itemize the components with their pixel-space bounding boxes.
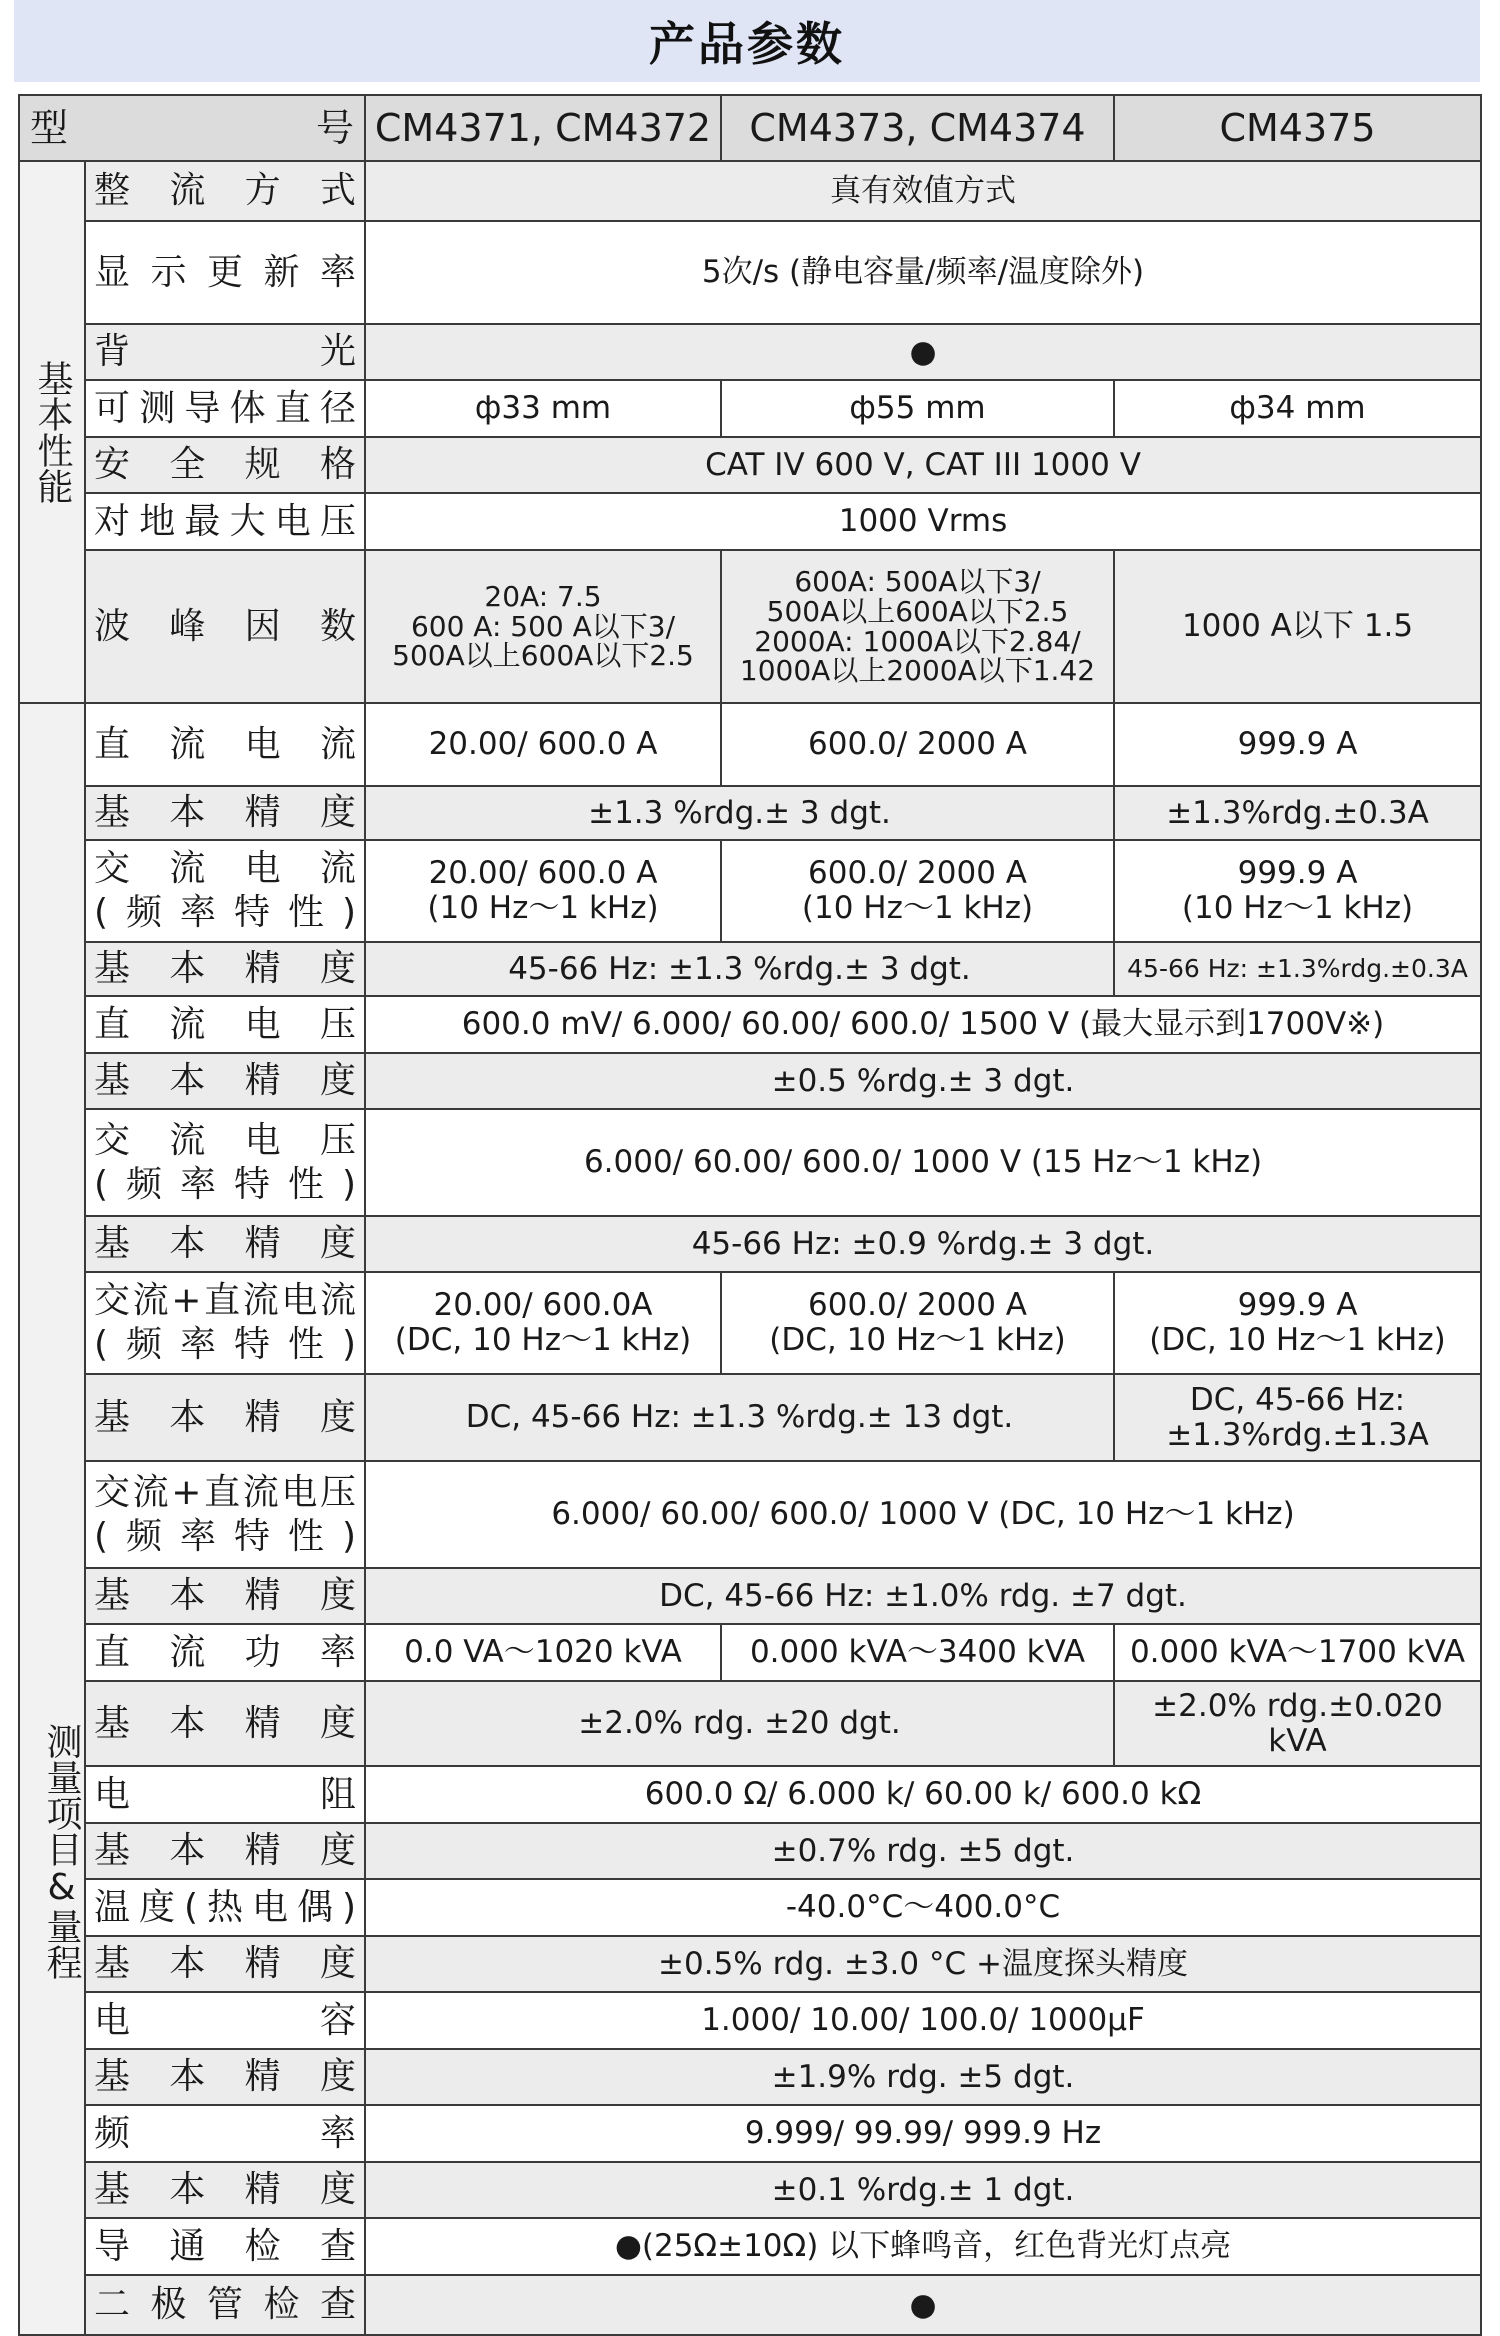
page-title: 产品参数 xyxy=(649,17,845,71)
label-dc-voltage-acc: 基本精度 xyxy=(85,1053,365,1109)
label-acdc-voltage: 交流+直流电压 (频率特性) xyxy=(85,1461,365,1568)
value-dc-voltage-acc: ±0.5 %rdg.± 3 dgt. xyxy=(365,1053,1481,1109)
value-acdc-current-3: 999.9 A (DC, 10 Hz～1 kHz) xyxy=(1114,1272,1481,1374)
value-dc-current-3: 999.9 A xyxy=(1114,703,1481,786)
row-ac-voltage-acc xyxy=(19,1216,1481,1272)
row-max-voltage xyxy=(19,493,1481,550)
row-ac-current xyxy=(19,840,1481,942)
label-crest: 波峰因数 xyxy=(85,550,365,703)
row-resistance xyxy=(19,1766,1481,1823)
row-safety xyxy=(19,437,1481,493)
value-dc-power-2: 0.000 kVA～3400 kVA xyxy=(721,1624,1114,1681)
value-ac-voltage-acc: 45-66 Hz: ±0.9 %rdg.± 3 dgt. xyxy=(365,1216,1481,1272)
label-capacitance-acc: 基本精度 xyxy=(85,2049,365,2105)
label-ac-current-acc: 基本精度 xyxy=(85,942,365,996)
value-acdc-current-acc-1: DC, 45-66 Hz: ±1.3 %rdg.± 13 dgt. xyxy=(365,1374,1114,1461)
category-basic: 基本性能 xyxy=(19,161,85,703)
value-dc-power-acc-2: ±2.0% rdg.±0.020 kVA xyxy=(1114,1681,1481,1766)
row-frequency-acc xyxy=(19,2162,1481,2218)
label-rectification: 整流方式 xyxy=(85,161,365,221)
spec-table xyxy=(18,94,1482,2336)
value-dc-current-acc-1: ±1.3 %rdg.± 3 dgt. xyxy=(365,786,1114,840)
label-continuity: 导通检查 xyxy=(85,2218,365,2275)
header-row xyxy=(19,95,1481,161)
row-acdc-voltage xyxy=(19,1461,1481,1568)
model-col-3: CM4375 xyxy=(1114,95,1481,161)
value-backlight: ● xyxy=(365,324,1481,380)
row-crest xyxy=(19,550,1481,703)
value-dc-current-acc-2: ±1.3%rdg.±0.3A xyxy=(1114,786,1481,840)
label-dc-power-acc: 基本精度 xyxy=(85,1681,365,1766)
row-dc-current-acc xyxy=(19,786,1481,840)
value-acdc-current-2: 600.0/ 2000 A (DC, 10 Hz～1 kHz) xyxy=(721,1272,1114,1374)
row-temperature-acc xyxy=(19,1936,1481,1992)
value-dc-voltage: 600.0 mV/ 6.000/ 60.00/ 600.0/ 1500 V (最大显示到1700V※) xyxy=(365,996,1481,1053)
row-rectification xyxy=(19,161,1481,221)
value-dc-power-acc-1: ±2.0% rdg. ±20 dgt. xyxy=(365,1681,1114,1766)
value-dc-current-2: 600.0/ 2000 A xyxy=(721,703,1114,786)
label-diode: 二极管检查 xyxy=(85,2275,365,2335)
value-ac-current-acc-1: 45-66 Hz: ±1.3 %rdg.± 3 dgt. xyxy=(365,942,1114,996)
label-ac-current: 交流电流 (频率特性) xyxy=(85,840,365,942)
value-ac-current-3: 999.9 A (10 Hz～1 kHz) xyxy=(1114,840,1481,942)
row-refresh xyxy=(19,221,1481,324)
value-frequency: 9.999/ 99.99/ 999.9 Hz xyxy=(365,2105,1481,2162)
label-dc-current-acc: 基本精度 xyxy=(85,786,365,840)
label-temperature: 温度(热电偶) xyxy=(85,1879,365,1936)
model-col-1: CM4371, CM4372 xyxy=(365,95,721,161)
label-ac-voltage: 交流电压 (频率特性) xyxy=(85,1109,365,1216)
value-acdc-current-acc-2: DC, 45-66 Hz: ±1.3%rdg.±1.3A xyxy=(1114,1374,1481,1461)
row-resistance-acc xyxy=(19,1823,1481,1879)
label-capacitance: 电容 xyxy=(85,1992,365,2049)
label-temperature-acc: 基本精度 xyxy=(85,1936,365,1992)
label-max-voltage: 对地最大电压 xyxy=(85,493,365,550)
value-acdc-current-1: 20.00/ 600.0A (DC, 10 Hz～1 kHz) xyxy=(365,1272,721,1374)
value-max-voltage: 1000 Vrms xyxy=(365,493,1481,550)
row-dc-voltage xyxy=(19,996,1481,1053)
row-frequency xyxy=(19,2105,1481,2162)
value-temperature: -40.0°C～400.0°C xyxy=(365,1879,1481,1936)
label-dc-power: 直流功率 xyxy=(85,1624,365,1681)
value-resistance-acc: ±0.7% rdg. ±5 dgt. xyxy=(365,1823,1481,1879)
label-dc-current: 直流电流 xyxy=(85,703,365,786)
value-temperature-acc: ±0.5% rdg. ±3.0 °C +温度探头精度 xyxy=(365,1936,1481,1992)
value-resistance: 600.0 Ω/ 6.000 k/ 60.00 k/ 600.0 kΩ xyxy=(365,1766,1481,1823)
row-acdc-current xyxy=(19,1272,1481,1374)
value-frequency-acc: ±0.1 %rdg.± 1 dgt. xyxy=(365,2162,1481,2218)
value-diode: ● xyxy=(365,2275,1481,2335)
row-dc-current xyxy=(19,703,1481,786)
row-capacitance xyxy=(19,1992,1481,2049)
value-crest-1: 20A: 7.5 600 A: 500 A以下3/ 500A以上600A以下2.5 xyxy=(365,550,721,703)
value-capacitance-acc: ±1.9% rdg. ±5 dgt. xyxy=(365,2049,1481,2105)
row-diameter xyxy=(19,380,1481,437)
value-crest-2: 600A: 500A以下3/ 500A以上600A以下2.5 2000A: 1000A以下2.84/ 1000A以上2000A以下1.42 xyxy=(721,550,1114,703)
row-dc-power-acc xyxy=(19,1681,1481,1766)
value-safety: CAT IV 600 V, CAT III 1000 V xyxy=(365,437,1481,493)
value-acdc-voltage: 6.000/ 60.00/ 600.0/ 1000 V (DC, 10 Hz～1 kHz) xyxy=(365,1461,1481,1568)
label-ac-voltage-acc: 基本精度 xyxy=(85,1216,365,1272)
row-capacitance-acc xyxy=(19,2049,1481,2105)
label-resistance-acc: 基本精度 xyxy=(85,1823,365,1879)
value-capacitance: 1.000/ 10.00/ 100.0/ 1000μF xyxy=(365,1992,1481,2049)
label-acdc-voltage-acc: 基本精度 xyxy=(85,1568,365,1624)
value-continuity: ●(25Ω±10Ω) 以下蜂鸣音，红色背光灯点亮 xyxy=(365,2218,1481,2275)
value-dc-power-1: 0.0 VA～1020 kVA xyxy=(365,1624,721,1681)
row-acdc-current-acc xyxy=(19,1374,1481,1461)
row-dc-voltage-acc xyxy=(19,1053,1481,1109)
label-resistance: 电阻 xyxy=(85,1766,365,1823)
value-crest-3: 1000 A以下 1.5 xyxy=(1114,550,1481,703)
label-diameter: 可测导体直径 xyxy=(85,380,365,437)
value-dc-power-3: 0.000 kVA～1700 kVA xyxy=(1114,1624,1481,1681)
model-col-2: CM4373, CM4374 xyxy=(721,95,1114,161)
label-frequency: 频率 xyxy=(85,2105,365,2162)
category-measure: 测量项目&量程 xyxy=(19,703,85,2335)
value-ac-voltage: 6.000/ 60.00/ 600.0/ 1000 V (15 Hz～1 kHz) xyxy=(365,1109,1481,1216)
value-diameter-2: ф55 mm xyxy=(721,380,1114,437)
row-continuity xyxy=(19,2218,1481,2275)
label-safety: 安全规格 xyxy=(85,437,365,493)
value-diameter-1: ф33 mm xyxy=(365,380,721,437)
row-diode xyxy=(19,2275,1481,2335)
label-acdc-current-acc: 基本精度 xyxy=(85,1374,365,1461)
row-temperature xyxy=(19,1879,1481,1936)
label-backlight: 背光 xyxy=(85,324,365,380)
row-acdc-voltage-acc xyxy=(19,1568,1481,1624)
value-ac-current-2: 600.0/ 2000 A (10 Hz～1 kHz) xyxy=(721,840,1114,942)
model-label: 型 号 xyxy=(19,95,365,161)
label-refresh: 显示更新率 xyxy=(85,221,365,324)
value-acdc-voltage-acc: DC, 45-66 Hz: ±1.0% rdg. ±7 dgt. xyxy=(365,1568,1481,1624)
row-backlight xyxy=(19,324,1481,380)
label-dc-voltage: 直流电压 xyxy=(85,996,365,1053)
value-ac-current-1: 20.00/ 600.0 A (10 Hz～1 kHz) xyxy=(365,840,721,942)
value-refresh: 5次/s (静电容量/频率/温度除外) xyxy=(365,221,1481,324)
title-bar xyxy=(14,0,1480,82)
value-rectification: 真有效值方式 xyxy=(365,161,1481,221)
row-dc-power xyxy=(19,1624,1481,1681)
value-dc-current-1: 20.00/ 600.0 A xyxy=(365,703,721,786)
label-acdc-current: 交流+直流电流 (频率特性) xyxy=(85,1272,365,1374)
value-ac-current-acc-2: 45-66 Hz: ±1.3%rdg.±0.3A xyxy=(1114,942,1481,996)
row-ac-current-acc xyxy=(19,942,1481,996)
row-ac-voltage xyxy=(19,1109,1481,1216)
value-diameter-3: ф34 mm xyxy=(1114,380,1481,437)
label-frequency-acc: 基本精度 xyxy=(85,2162,365,2218)
